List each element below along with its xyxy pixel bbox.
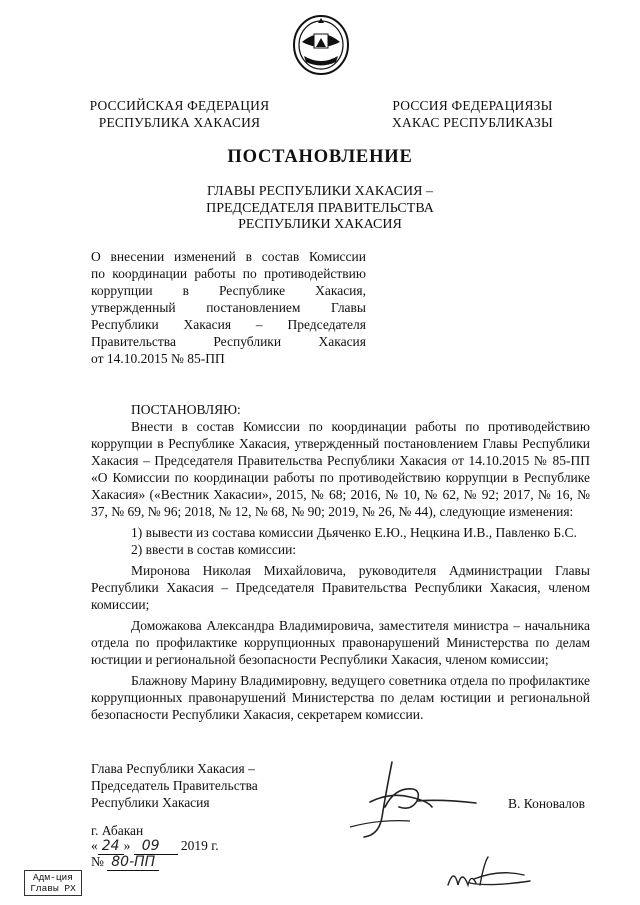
stamp-line2: Главы РХ [30,883,76,894]
date-open-quote: « [91,838,98,853]
body-member2: Доможакова Александра Владимировича, заместителя министра – начальника отдела по профилактике коррупционных правонарушений Министерства по делам юстиции и региональной безопасности Республики Хакасия, членом комиссии; [91,618,590,667]
date-day: 24 [98,838,124,855]
header-right-line2: ХАКАС РЕСПУБЛИКАЗЫ [392,115,553,130]
issue-date [91,838,219,854]
date-year: 2019 г. [180,838,219,853]
place-of-issue: г. Абакан [91,823,144,838]
subject-line2: по координации работы по противодействию [91,266,366,281]
subject-line6: Правительства Республики Хакасия [91,334,366,349]
date-month: 09 [134,838,178,855]
subtitle-line1: ГЛАВЫ РЕСПУБЛИКИ ХАКАСИЯ – [207,184,433,199]
header-left-line2: РЕСПУБЛИКА ХАКАСИЯ [98,115,261,130]
subject-line7: от 14.10.2015 № 85-ПП [91,351,225,366]
coat-of-arms-emblem [292,14,350,76]
body-item1: 1) вывести из состава комиссии Дьяченко Е.Ю., Нецкина И.В., Павленко Б.С. [131,525,577,540]
body-intro: Внести в состав Комиссии по координации работы по противодействию коррупции в Республике Хакасия, утвержденный постановлением Главы Республики Хакасия – Председателя Правительства Республики Хакасия от 14.10.2015 № 85-ПП «О Комиссии по координации работы по противодействию коррупции в Республике Хакасия» («Вестник Хакасии», 2015, № 68; 2016, № 10, № 62, № 92; 2017, № 16, № 37, № 69, № 96; 2018, № 12, № 68, № 90; 2019, № 26, № 44), следующие изменения: [91,419,590,519]
header-right [370,97,575,131]
body-member1: Миронова Николая Михайловича, руководителя Администрации Главы Республики Хакасия – Председателя Правительства Республики Хакасия, членом комиссии; [91,563,590,612]
subject-line5: Республики Хакасия – Председателя [91,317,366,332]
number-value: 80-ПП [107,854,159,871]
document-subtitle [150,184,490,234]
signatory-title [91,760,291,811]
document-subject [91,248,366,367]
header-right-line1: РОССИЯ ФЕДЕРАЦИЯЗЫ [392,98,553,113]
signatory-line3: Республики Хакасия [91,795,210,810]
header-left [72,97,287,131]
number-prefix: № [91,854,104,869]
body-item2: 2) ввести в состав комиссии: [131,542,297,557]
document-body [91,401,590,723]
subtitle-line3: РЕСПУБЛИКИ ХАКАСИЯ [238,217,402,232]
stamp-line1: Адм-ция [33,872,73,883]
header-left-line1: РОССИЙСКАЯ ФЕДЕРАЦИЯ [89,98,270,113]
handwritten-signature [330,757,490,842]
body-member3: Блажнову Марину Владимировну, ведущего советника отдела по профилактике коррупционных правонарушений Министерства по делам юстиции и региональной безопасности Республики Хакасия, секретарем комиссии. [91,673,590,722]
resolve-word: ПОСТАНОВЛЯЮ: [131,402,241,417]
subject-line4: утвержденный постановлением Главы [91,300,366,315]
subtitle-line2: ПРЕДСЕДАТЕЛЯ ПРАВИТЕЛЬСТВА [206,200,434,216]
signatory-name: В. Коновалов [508,796,585,811]
signatory-line1: Глава Республики Хакасия – [91,761,255,776]
subject-line3: коррупции в Республике Хакасия, [91,283,366,298]
signatory-line2: Председатель Правительства [91,778,258,793]
document-number [91,854,159,870]
date-close-quote: » [123,838,131,853]
subject-line1: О внесении изменений в состав Комиссии [91,249,366,264]
document-title: ПОСТАНОВЛЕНИЕ [227,147,413,167]
handwritten-initials [440,855,540,900]
registration-stamp [24,870,82,896]
